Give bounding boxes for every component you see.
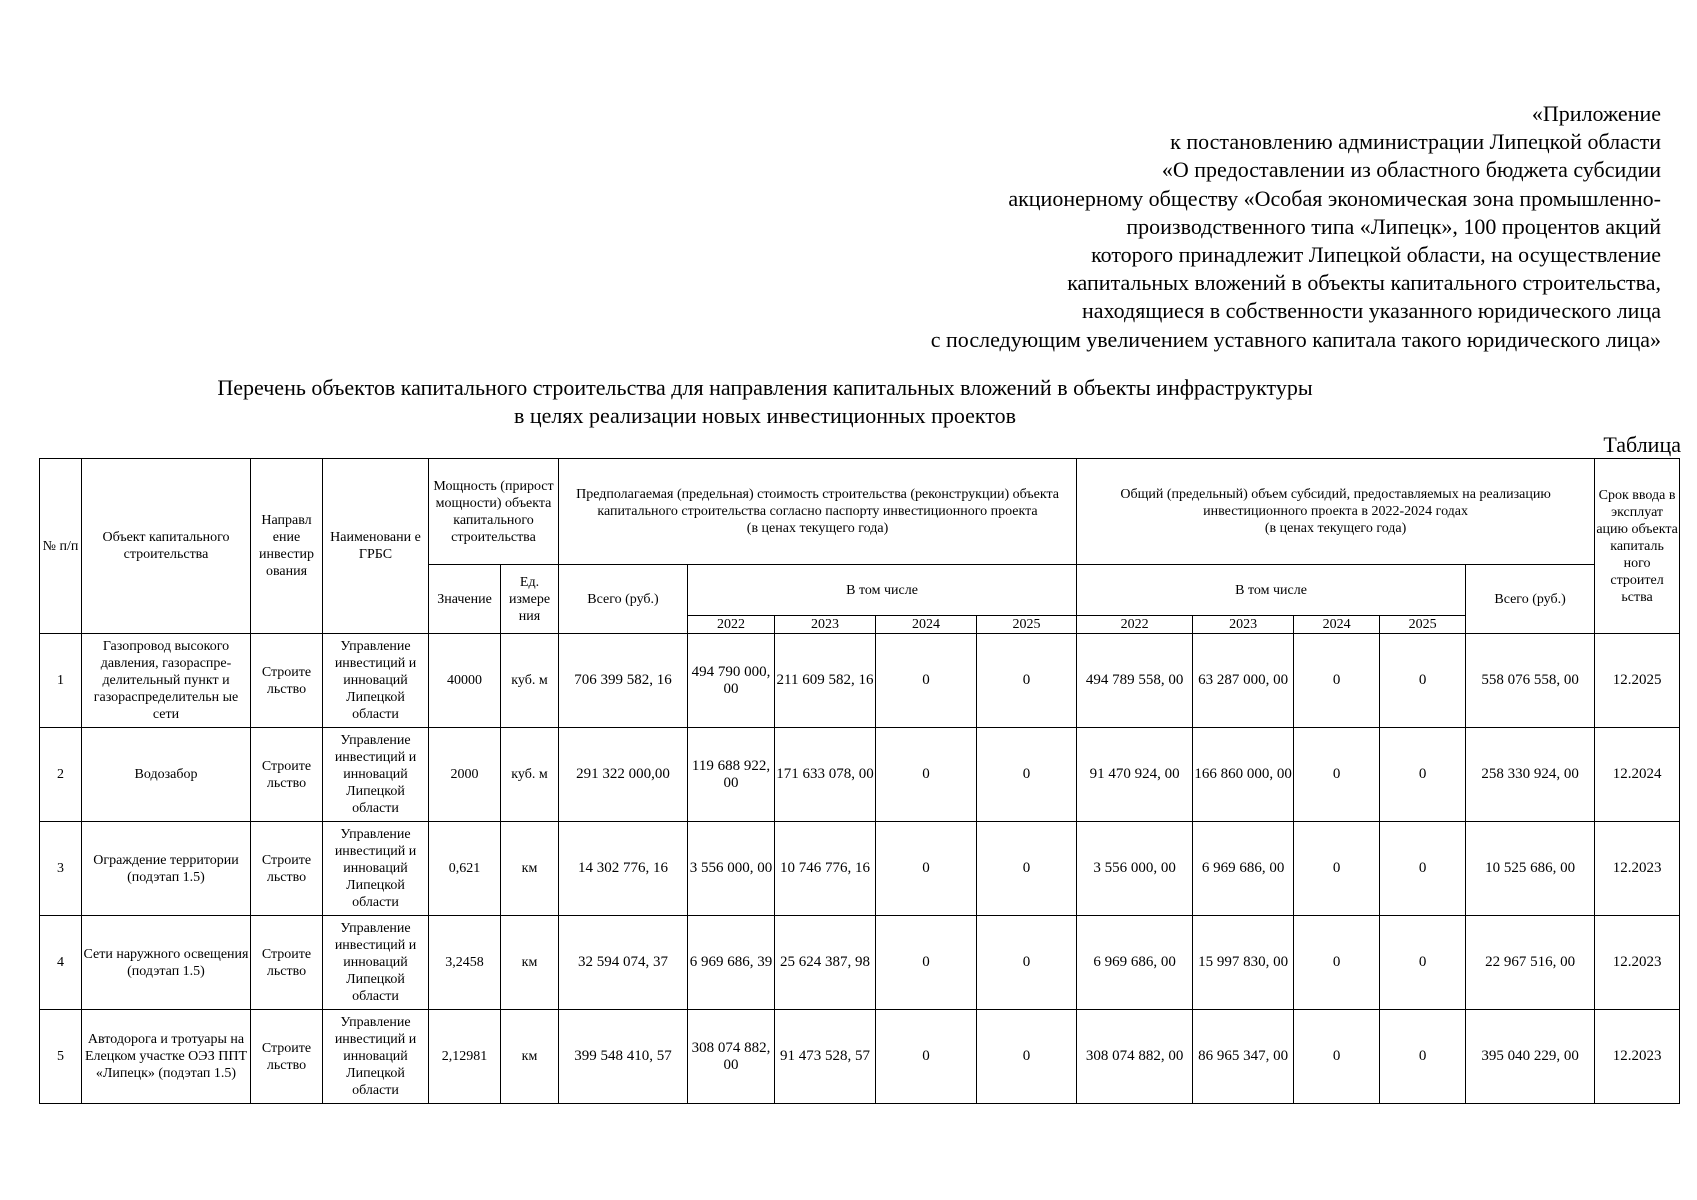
header-cost-note: (в ценах текущего года) <box>746 521 889 536</box>
header-year: 2025 <box>977 616 1077 634</box>
header-direction: Направл ение инвестир ования <box>251 459 323 634</box>
row-capacity-value: 40000 <box>429 634 501 728</box>
row-cost-2024: 0 <box>876 822 977 916</box>
row-direction: Строите льство <box>251 1010 323 1104</box>
row-cost-2022: 3 556 000, 00 <box>688 822 775 916</box>
row-subsidy-2024: 0 <box>1294 634 1380 728</box>
row-subsidy-2023: 15 997 830, 00 <box>1193 916 1294 1010</box>
row-capacity-value: 0,621 <box>429 822 501 916</box>
row-object: Автодорога и тротуары на Елецком участке ОЭЗ ППТ «Липецк» (подэтап 1.5) <box>82 1010 251 1104</box>
row-cost-total: 291 322 000,00 <box>559 728 688 822</box>
row-num: 1 <box>40 634 82 728</box>
row-cost-2025: 0 <box>977 728 1077 822</box>
annex-line: «О предоставлении из областного бюджета субсидии <box>1161 157 1661 183</box>
header-year: 2024 <box>876 616 977 634</box>
header-cost-total: Всего (руб.) <box>559 565 688 634</box>
row-subsidy-total: 22 967 516, 00 <box>1466 916 1595 1010</box>
table-row <box>40 728 1680 822</box>
row-cost-2025: 0 <box>977 822 1077 916</box>
row-cost-2022: 6 969 686, 39 <box>688 916 775 1010</box>
header-year: 2023 <box>1193 616 1294 634</box>
annex-line: «Приложение <box>1531 101 1661 126</box>
row-subsidy-2025: 0 <box>1380 634 1466 728</box>
row-subsidy-2024: 0 <box>1294 916 1380 1010</box>
header-deadline: Срок ввода в эксплуат ацию объекта капиталь ного строител ьства <box>1595 459 1680 634</box>
row-subsidy-2023: 86 965 347, 00 <box>1193 1010 1294 1104</box>
header-capacity-unit: Ед. измере ния <box>501 565 559 634</box>
row-deadline: 12.2025 <box>1595 634 1680 728</box>
header-year: 2022 <box>688 616 775 634</box>
header-row <box>40 459 1680 565</box>
row-capacity-unit: куб. м <box>501 634 559 728</box>
document-title <box>200 374 1330 430</box>
row-cost-2024: 0 <box>876 916 977 1010</box>
annex-line: акционерному обществу «Особая экономическая зона промышленно- <box>1008 185 1661 211</box>
row-grbs: Управление инвестиций и инноваций Липецкой области <box>323 728 429 822</box>
row-cost-2023: 211 609 582, 16 <box>775 634 876 728</box>
row-cost-2023: 171 633 078, 00 <box>775 728 876 822</box>
row-num: 3 <box>40 822 82 916</box>
row-subsidy-total: 395 040 229, 00 <box>1466 1010 1595 1104</box>
annex-line: к постановлению администрации Липецкой области <box>1170 129 1661 155</box>
row-cost-2022: 308 074 882, 00 <box>688 1010 775 1104</box>
annex-line: производственного типа «Липецк», 100 процентов акций <box>1126 213 1661 239</box>
row-subsidy-2024: 0 <box>1294 728 1380 822</box>
row-capacity-value: 3,2458 <box>429 916 501 1010</box>
row-object: Ограждение территории (подэтап 1.5) <box>82 822 251 916</box>
row-cost-2022: 494 790 000, 00 <box>688 634 775 728</box>
row-num: 4 <box>40 916 82 1010</box>
annex-line: которого принадлежит Липецкой области, на осуществление <box>1091 242 1661 268</box>
title-line-1: Перечень объектов капитального строительства для направления капитальных вложений в объекты инфраструктуры <box>217 375 1313 400</box>
header-cost <box>559 459 1077 565</box>
row-subsidy-2022: 91 470 924, 00 <box>1077 728 1193 822</box>
row-deadline: 12.2023 <box>1595 916 1680 1010</box>
table-row <box>40 822 1680 916</box>
row-subsidy-2025: 0 <box>1380 728 1466 822</box>
row-subsidy-2025: 0 <box>1380 822 1466 916</box>
title-line-2: в целях реализации новых инвестиционных проектов <box>513 403 1017 428</box>
row-cost-2024: 0 <box>876 634 977 728</box>
row-capacity-unit: км <box>501 1010 559 1104</box>
row-subsidy-2023: 166 860 000, 00 <box>1193 728 1294 822</box>
header-cost-including: В том числе <box>688 565 1077 616</box>
row-num: 5 <box>40 1010 82 1104</box>
row-cost-2025: 0 <box>977 634 1077 728</box>
header-num: № п/п <box>40 459 82 634</box>
row-grbs: Управление инвестиций и инноваций Липецкой области <box>323 916 429 1010</box>
row-capacity-unit: км <box>501 822 559 916</box>
row-subsidy-2022: 494 789 558, 00 <box>1077 634 1193 728</box>
table-row <box>40 634 1680 728</box>
row-subsidy-2023: 6 969 686, 00 <box>1193 822 1294 916</box>
row-cost-total: 14 302 776, 16 <box>559 822 688 916</box>
row-deadline: 12.2023 <box>1595 822 1680 916</box>
row-subsidy-2024: 0 <box>1294 1010 1380 1104</box>
row-num: 2 <box>40 728 82 822</box>
row-subsidy-total: 258 330 924, 00 <box>1466 728 1595 822</box>
header-subsidy-total: Всего (руб.) <box>1466 565 1595 634</box>
table-label: Таблица <box>1603 432 1681 457</box>
row-cost-2024: 0 <box>876 728 977 822</box>
row-direction: Строите льство <box>251 916 323 1010</box>
row-capacity-unit: км <box>501 916 559 1010</box>
row-object: Водозабор <box>82 728 251 822</box>
row-cost-2025: 0 <box>977 1010 1077 1104</box>
annex-line: находящиеся в собственности указанного юридического лица <box>1081 298 1661 324</box>
header-object: Объект капитального строительства <box>82 459 251 634</box>
row-subsidy-total: 558 076 558, 00 <box>1466 634 1595 728</box>
row-cost-2023: 10 746 776, 16 <box>775 822 876 916</box>
row-cost-2022: 119 688 922, 00 <box>688 728 775 822</box>
header-year: 2022 <box>1077 616 1193 634</box>
header-subsidy-including: В том числе <box>1077 565 1466 616</box>
row-subsidy-2024: 0 <box>1294 822 1380 916</box>
row-deadline: 12.2023 <box>1595 1010 1680 1104</box>
row-subsidy-2023: 63 287 000, 00 <box>1193 634 1294 728</box>
table-row <box>40 1010 1680 1104</box>
row-direction: Строите льство <box>251 822 323 916</box>
row-object: Сети наружного освещения (подэтап 1.5) <box>82 916 251 1010</box>
annex-line: капитальных вложений в объекты капитального строительства, <box>1067 270 1661 296</box>
header-year: 2025 <box>1380 616 1466 634</box>
header-cost-text: Предполагаемая (предельная) стоимость строительства (реконструкции) объекта капитального строительства согласно паспорту инвестиционного проекта <box>576 487 1059 519</box>
row-grbs: Управление инвестиций и инноваций Липецкой области <box>323 634 429 728</box>
row-cost-total: 399 548 410, 57 <box>559 1010 688 1104</box>
row-cost-2023: 25 624 387, 98 <box>775 916 876 1010</box>
header-subsidy <box>1077 459 1595 565</box>
row-cost-total: 706 399 582, 16 <box>559 634 688 728</box>
row-capacity-unit: куб. м <box>501 728 559 822</box>
header-subsidy-text: Общий (предельный) объем субсидий, предоставляемых на реализацию инвестиционного проекта в 2022-2024 годах <box>1120 487 1551 519</box>
row-subsidy-2022: 6 969 686, 00 <box>1077 916 1193 1010</box>
row-grbs: Управление инвестиций и инноваций Липецкой области <box>323 822 429 916</box>
row-subsidy-total: 10 525 686, 00 <box>1466 822 1595 916</box>
row-capacity-value: 2,12981 <box>429 1010 501 1104</box>
row-direction: Строите льство <box>251 728 323 822</box>
header-subsidy-note: (в ценах текущего года) <box>1264 521 1407 536</box>
row-subsidy-2025: 0 <box>1380 916 1466 1010</box>
row-cost-2023: 91 473 528, 57 <box>775 1010 876 1104</box>
row-direction: Строите льство <box>251 634 323 728</box>
row-grbs: Управление инвестиций и инноваций Липецкой области <box>323 1010 429 1104</box>
row-cost-2025: 0 <box>977 916 1077 1010</box>
row-subsidy-2025: 0 <box>1380 1010 1466 1104</box>
annex-header <box>931 100 1661 354</box>
header-grbs: Наименовани е ГРБС <box>323 459 429 634</box>
row-object: Газопровод высокого давления, газораспре-делительный пункт и газораспределительн ые сети <box>82 634 251 728</box>
row-subsidy-2022: 308 074 882, 00 <box>1077 1010 1193 1104</box>
header-year: 2023 <box>775 616 876 634</box>
row-capacity-value: 2000 <box>429 728 501 822</box>
row-subsidy-2022: 3 556 000, 00 <box>1077 822 1193 916</box>
annex-line: с последующим увеличением уставного капитала такого юридического лица» <box>930 326 1661 352</box>
row-cost-2024: 0 <box>876 1010 977 1104</box>
header-capacity: Мощность (прирост мощности) объекта капитального строительства <box>429 459 559 565</box>
row-cost-total: 32 594 074, 37 <box>559 916 688 1010</box>
header-year: 2024 <box>1294 616 1380 634</box>
row-deadline: 12.2024 <box>1595 728 1680 822</box>
table-row <box>40 916 1680 1010</box>
header-capacity-value: Значение <box>429 565 501 634</box>
capital-objects-table <box>39 458 1680 1104</box>
